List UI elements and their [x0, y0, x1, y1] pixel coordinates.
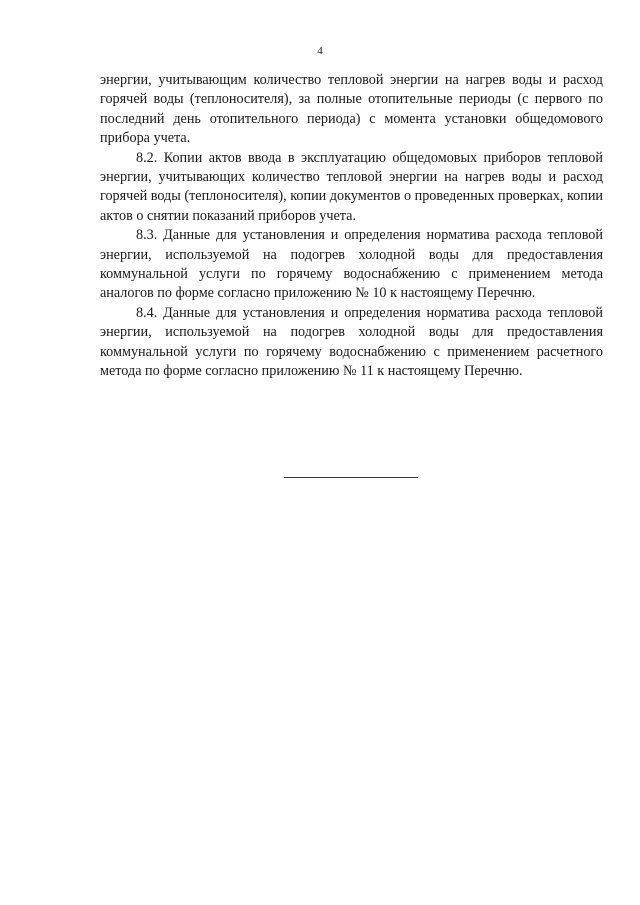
document-body [100, 71, 603, 382]
paragraph-8-3: 8.3. Данные для установления и определения норматива расхода тепловой энергии, используемой на подогрев холодной воды для предоставления коммунальной услуги по горячему водоснабжению с применением метода аналогов по форме согласно приложению № 10 к настоящему Перечню. [100, 227, 603, 302]
page-number: 4 [317, 45, 323, 57]
paragraph-8-2: 8.2. Копии актов ввода в эксплуатацию общедомовых приборов тепловой энергии, учитывающих количество тепловой энергии на нагрев воды и расход горячей воды (теплоносителя), копии документов о проведенных проверках, копии актов о снятии показаний приборов учета. [100, 149, 603, 224]
paragraph-8-4: 8.4. Данные для установления и определения норматива расхода тепловой энергии, используемой на подогрев холодной воды для предоставления коммунальной услуги по горячему водоснабжению с применением расчетного метода по форме согласно приложению № 11 к настоящему Перечню. [100, 304, 603, 380]
end-of-document-rule [284, 477, 418, 478]
paragraph-continuation: энергии, учитывающим количество тепловой энергии на нагрев воды и расход горячей воды (теплоносителя), за полные отопительные периоды (с первого по последний день отопительного периода) с момента установки общедомового прибора учета. [100, 72, 603, 147]
